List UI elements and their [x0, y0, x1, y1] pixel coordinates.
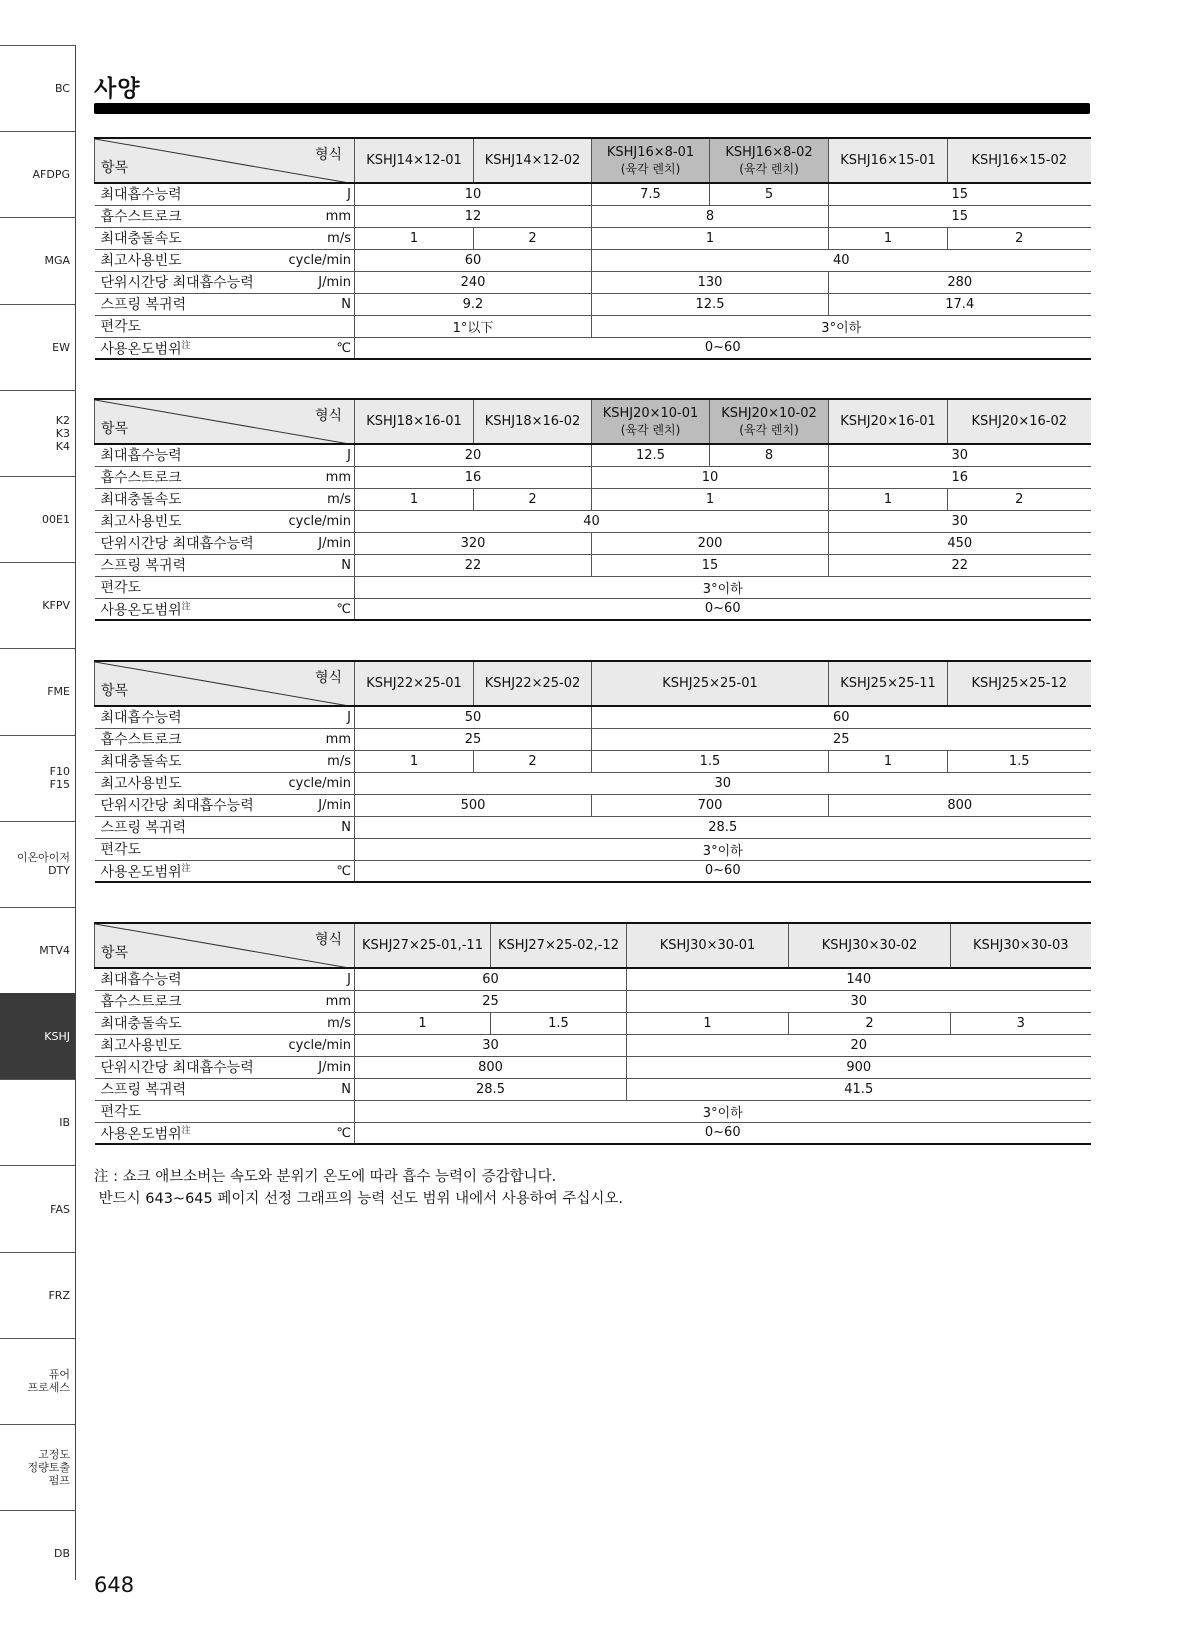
- model-header: KSHJ30×30-03: [951, 923, 1091, 968]
- value-cell: 20: [355, 444, 592, 466]
- model-header: KSHJ27×25-01,-11: [355, 923, 491, 968]
- value-cell: 5: [710, 183, 829, 205]
- value-cell: 9.2: [355, 293, 592, 315]
- row-label: 최대흡수능력 J: [95, 706, 355, 728]
- value-cell: 700: [592, 794, 829, 816]
- row-label: 최대흡수능력 J: [95, 183, 355, 205]
- sidebar-tab[interactable]: 이온아이저 DTY: [0, 821, 75, 907]
- value-cell: 10: [592, 466, 829, 488]
- page-number: 648: [94, 1573, 135, 1597]
- value-cell: 200: [592, 532, 829, 554]
- value-cell: 1: [627, 1012, 789, 1034]
- value-cell: 1.5: [592, 750, 829, 772]
- sidebar-tab[interactable]: AFDPG: [0, 131, 75, 217]
- value-cell: 2: [474, 750, 592, 772]
- value-cell: 8: [592, 205, 829, 227]
- sidebar-tab[interactable]: KFPV: [0, 562, 75, 648]
- value-cell: 25: [592, 728, 1091, 750]
- value-cell: 12.5: [592, 444, 710, 466]
- value-cell: 1: [355, 227, 474, 249]
- value-cell: 130: [592, 271, 829, 293]
- spec-table-1: [94, 137, 1091, 360]
- value-cell: 1°以下: [355, 315, 592, 337]
- value-cell: 20: [627, 1034, 1091, 1056]
- sidebar-tab[interactable]: MTV4: [0, 907, 75, 993]
- spec-table-4: [94, 922, 1091, 1145]
- row-label: 스프링 복귀력 N: [95, 1078, 355, 1100]
- footnote: 注 : 쇼크 애브소버는 속도와 분위기 온도에 따라 흡수 능력이 증감합니다. 반드시 643~645 페이지 선정 그래프의 능력 선도 범위 내에서 사용하여 주십시오.: [94, 1169, 624, 1207]
- value-cell: 15: [592, 554, 829, 576]
- model-header: KSHJ18×16-02: [474, 399, 592, 444]
- value-cell: 22: [829, 554, 1091, 576]
- row-label: 편각도: [95, 838, 355, 860]
- sidebar-tab[interactable]: 00E1: [0, 476, 75, 562]
- value-cell: 1: [592, 227, 829, 249]
- value-cell: 1: [355, 750, 474, 772]
- value-cell: 40: [355, 510, 829, 532]
- row-label: 최대충돌속도 m/s: [95, 227, 355, 249]
- row-label: 사용온도범위$^注$ ℃: [95, 337, 355, 359]
- row-label: 최대충돌속도 m/s: [95, 1012, 355, 1034]
- value-cell: 1.5: [948, 750, 1091, 772]
- row-label: 최대흡수능력 J: [95, 444, 355, 466]
- row-label: 최고사용빈도 cycle/min: [95, 772, 355, 794]
- model-header: KSHJ27×25-02,-12: [491, 923, 627, 968]
- value-cell: 800: [355, 1056, 627, 1078]
- row-label: 흡수스트로크 mm: [95, 466, 355, 488]
- value-cell: 15: [829, 205, 1091, 227]
- row-label: 사용온도범위$^注$ ℃: [95, 860, 355, 882]
- model-header: KSHJ14×12-01: [355, 138, 474, 183]
- model-header: KSHJ22×25-01: [355, 661, 474, 706]
- value-cell: 240: [355, 271, 592, 293]
- value-cell: 0~60: [355, 1122, 1091, 1144]
- row-label: 흡수스트로크 mm: [95, 205, 355, 227]
- row-label: 최대충돌속도 m/s: [95, 488, 355, 510]
- value-cell: 30: [355, 772, 1091, 794]
- value-cell: 30: [355, 1034, 627, 1056]
- value-cell: 50: [355, 706, 592, 728]
- value-cell: 1: [829, 750, 948, 772]
- value-cell: 1: [355, 488, 474, 510]
- value-cell: 500: [355, 794, 592, 816]
- spec-table-2: [94, 398, 1091, 621]
- value-cell: 8: [710, 444, 829, 466]
- model-header: KSHJ30×30-02: [789, 923, 951, 968]
- value-cell: 60: [355, 968, 627, 990]
- value-cell: 280: [829, 271, 1091, 293]
- row-label: 최대충돌속도 m/s: [95, 750, 355, 772]
- model-header: KSHJ25×25-12: [948, 661, 1091, 706]
- spec-table-3: [94, 660, 1091, 883]
- value-cell: 41.5: [627, 1078, 1091, 1100]
- value-cell: 800: [829, 794, 1091, 816]
- row-label: 최고사용빈도 cycle/min: [95, 249, 355, 271]
- row-label: 사용온도범위$^注$ ℃: [95, 598, 355, 620]
- row-label: 흡수스트로크 mm: [95, 990, 355, 1012]
- value-cell: 40: [592, 249, 1091, 271]
- value-cell: 25: [355, 990, 627, 1012]
- value-cell: 7.5: [592, 183, 710, 205]
- value-cell: 3: [951, 1012, 1091, 1034]
- model-header: KSHJ16×8-01 (육각 렌치): [592, 138, 710, 183]
- sidebar-tab[interactable]: FME: [0, 648, 75, 734]
- model-header: KSHJ16×15-01: [829, 138, 948, 183]
- value-cell: 450: [829, 532, 1091, 554]
- sidebar-tab[interactable]: K2 K3 K4: [0, 390, 75, 476]
- model-header: KSHJ22×25-02: [474, 661, 592, 706]
- value-cell: 3°이하: [355, 838, 1091, 860]
- row-label: 편각도: [95, 576, 355, 598]
- value-cell: 0~60: [355, 337, 1091, 359]
- value-cell: 30: [829, 510, 1091, 532]
- value-cell: 60: [592, 706, 1091, 728]
- value-cell: 10: [355, 183, 592, 205]
- value-cell: 60: [355, 249, 592, 271]
- model-header: KSHJ20×16-01: [829, 399, 948, 444]
- value-cell: 0~60: [355, 860, 1091, 882]
- row-label: 단위시간당 최대흡수능력 J/min: [95, 271, 355, 293]
- row-label: 최고사용빈도 cycle/min: [95, 1034, 355, 1056]
- value-cell: 25: [355, 728, 592, 750]
- value-cell: 320: [355, 532, 592, 554]
- model-header: KSHJ30×30-01: [627, 923, 789, 968]
- value-cell: 3°이하: [355, 576, 1091, 598]
- value-cell: 12.5: [592, 293, 829, 315]
- row-label: 스프링 복귀력 N: [95, 816, 355, 838]
- sidebar-tab[interactable]: FAS: [0, 1165, 75, 1251]
- value-cell: 2: [948, 488, 1091, 510]
- sidebar-tab[interactable]: KSHJ: [0, 993, 75, 1079]
- title-rule: [94, 103, 1090, 114]
- row-label: 사용온도범위$^注$ ℃: [95, 1122, 355, 1144]
- model-header: KSHJ16×8-02 (육각 렌치): [710, 138, 829, 183]
- sidebar: [0, 45, 76, 1580]
- value-cell: 0~60: [355, 598, 1091, 620]
- model-header: KSHJ20×10-02 (육각 렌치): [710, 399, 829, 444]
- value-cell: 1: [355, 1012, 491, 1034]
- sidebar-tab[interactable]: DB: [0, 1510, 75, 1596]
- row-label: 단위시간당 최대흡수능력 J/min: [95, 794, 355, 816]
- value-cell: 140: [627, 968, 1091, 990]
- header-corner: 형식 항목: [95, 923, 355, 968]
- value-cell: 3°이하: [592, 315, 1091, 337]
- value-cell: 3°이하: [355, 1100, 1091, 1122]
- model-header: KSHJ14×12-02: [474, 138, 592, 183]
- row-label: 스프링 복귀력 N: [95, 293, 355, 315]
- row-label: 스프링 복귀력 N: [95, 554, 355, 576]
- sidebar-tab[interactable]: EW: [0, 304, 75, 390]
- header-corner: 형식 항목: [95, 399, 355, 444]
- value-cell: 28.5: [355, 816, 1091, 838]
- model-header: KSHJ18×16-01: [355, 399, 474, 444]
- row-label: 흡수스트로크 mm: [95, 728, 355, 750]
- sidebar-tab[interactable]: MGA: [0, 217, 75, 303]
- value-cell: 30: [829, 444, 1091, 466]
- value-cell: 2: [789, 1012, 951, 1034]
- value-cell: 12: [355, 205, 592, 227]
- value-cell: 22: [355, 554, 592, 576]
- value-cell: 1: [592, 488, 829, 510]
- value-cell: 1.5: [491, 1012, 627, 1034]
- row-label: 단위시간당 최대흡수능력 J/min: [95, 532, 355, 554]
- row-label: 최대흡수능력 J: [95, 968, 355, 990]
- value-cell: 16: [355, 466, 592, 488]
- row-label: 최고사용빈도 cycle/min: [95, 510, 355, 532]
- sidebar-tab[interactable]: IB: [0, 1079, 75, 1165]
- row-label: 단위시간당 최대흡수능력 J/min: [95, 1056, 355, 1078]
- row-label: 편각도: [95, 315, 355, 337]
- sidebar-tab[interactable]: 고정도 정량토출 펌프: [0, 1424, 75, 1510]
- sidebar-tab[interactable]: F10 F15: [0, 735, 75, 821]
- row-label: 편각도: [95, 1100, 355, 1122]
- value-cell: 2: [474, 488, 592, 510]
- value-cell: 2: [948, 227, 1091, 249]
- value-cell: 28.5: [355, 1078, 627, 1100]
- model-header: KSHJ20×10-01 (육각 렌치): [592, 399, 710, 444]
- model-header: KSHJ25×25-01: [592, 661, 829, 706]
- value-cell: 30: [627, 990, 1091, 1012]
- value-cell: 1: [829, 227, 948, 249]
- value-cell: 16: [829, 466, 1091, 488]
- value-cell: 900: [627, 1056, 1091, 1078]
- model-header: KSHJ16×15-02: [948, 138, 1091, 183]
- model-header: KSHJ25×25-11: [829, 661, 948, 706]
- header-corner: 형식 항목: [95, 661, 355, 706]
- value-cell: 1: [829, 488, 948, 510]
- sidebar-tab[interactable]: 퓨어 프로세스: [0, 1338, 75, 1424]
- value-cell: 2: [474, 227, 592, 249]
- page-title: 사양: [94, 76, 141, 102]
- value-cell: 17.4: [829, 293, 1091, 315]
- sidebar-tab[interactable]: FRZ: [0, 1252, 75, 1338]
- sidebar-tab[interactable]: BC: [0, 45, 75, 131]
- model-header: KSHJ20×16-02: [948, 399, 1091, 444]
- header-corner: 형식 항목: [95, 138, 355, 183]
- value-cell: 15: [829, 183, 1091, 205]
